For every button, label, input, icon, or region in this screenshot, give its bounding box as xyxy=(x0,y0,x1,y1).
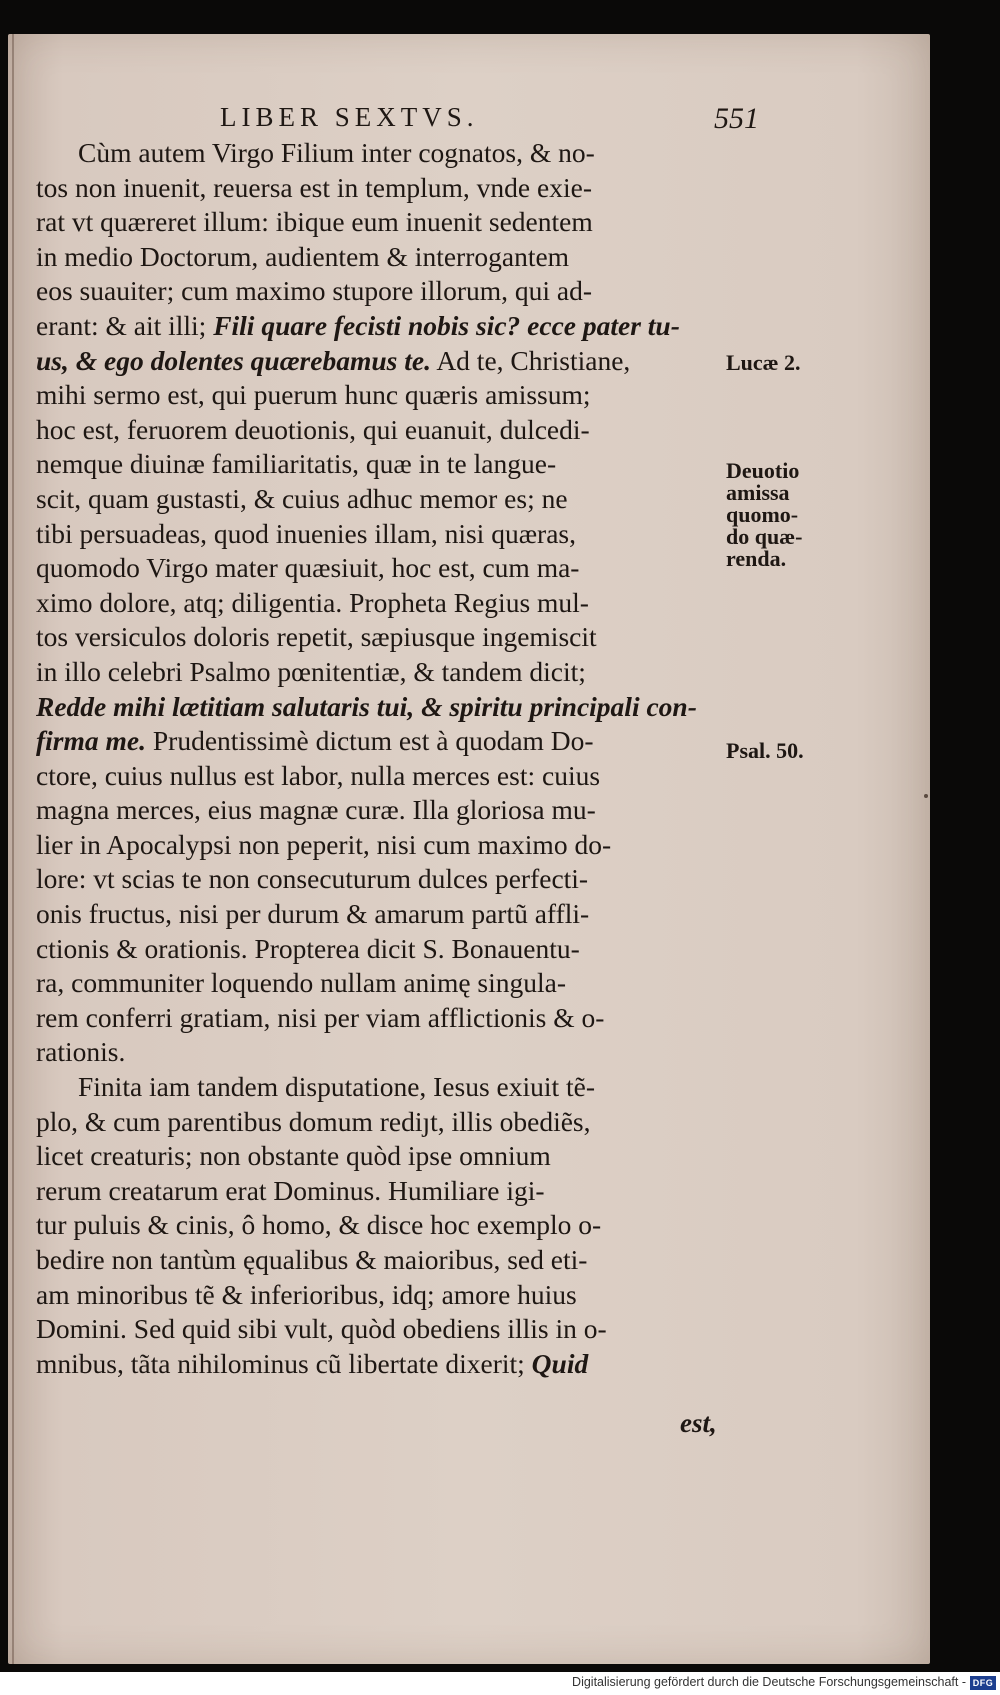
text-line: in medio Doctorum, audientem & interrogantem xyxy=(36,240,570,272)
text-line: rationis. xyxy=(36,1036,126,1068)
margin-note-luke xyxy=(726,352,801,374)
text-fragment: mnibus, tãta nihilominus cũ libertate dixerit; xyxy=(36,1347,525,1379)
page-number: 551 xyxy=(714,102,759,135)
text-line: ctionis & orationis. Propterea dicit S. Bonauentu- xyxy=(36,932,580,964)
text-line: hoc est, feruorem deuotionis, qui euanuit, dulcedi- xyxy=(36,413,590,445)
catchword: est, xyxy=(680,1408,717,1438)
text-line xyxy=(36,344,726,379)
text-line: rem conferri gratiam, nisi per viam afflictionis & o- xyxy=(36,1001,605,1033)
margin-note-line: amissa xyxy=(726,480,790,505)
margin-note-line: Deuotio xyxy=(726,458,800,483)
text-line: rerum creatarum erat Dominus. Humiliare igi- xyxy=(36,1174,545,1206)
text-line xyxy=(36,309,726,344)
italic-quote: Fili quare fecisti nobis sic? ecce pater tu- xyxy=(213,309,680,341)
text-line: tur puluis & cinis, ô homo, & disce hoc exemplo o- xyxy=(36,1209,602,1241)
text-line: licet creaturis; non obstante quòd ipse omnium xyxy=(36,1140,551,1172)
text-line: bedire non tantùm ęqualibus & maioribus, sed eti- xyxy=(36,1244,588,1275)
text-line: Domini. Sed quid sibi vult, quòd obediens illis in o- xyxy=(36,1313,607,1345)
margin-note-line: Psal. 50. xyxy=(726,738,804,763)
footer-bar xyxy=(0,1672,1000,1695)
italic-quote: Redde mihi lætitiam salutaris tui, & spiritu principali con- xyxy=(36,690,697,722)
text-line: Cùm autem Virgo Filium inter cognatos, & no- xyxy=(78,137,595,168)
margin-note-psalm xyxy=(726,740,804,762)
text-line: plo, & cum parentibus domum rediȷt, illis obediẽs, xyxy=(36,1105,591,1137)
text-line: mihi sermo est, qui puerum hunc quæris amissum; xyxy=(36,379,591,411)
body-text xyxy=(36,136,726,1381)
funding-notice: Digitalisierung gefördert durch die Deutsche Forschungsgemeinschaft - xyxy=(572,1675,966,1689)
text-line: eos suauiter; cum maximo stupore illorum, qui ad- xyxy=(36,275,593,307)
text-line: quomodo Virgo mater quæsiuit, hoc est, cum ma- xyxy=(36,552,580,584)
text-line xyxy=(36,1347,726,1382)
text-line: am minoribus tẽ & inferioribus, idq; amore huius xyxy=(36,1278,577,1310)
italic-quote: Quid xyxy=(531,1347,589,1379)
italic-quote: firma me. xyxy=(36,725,146,757)
text-line: tos versiculos doloris repetit, sæpiusque ingemiscit xyxy=(36,621,597,653)
text-line: ximo dolore, atq; diligentia. Propheta Regius mul- xyxy=(36,586,589,618)
text-fragment: erant: & ait illi; xyxy=(36,309,207,341)
text-line: tos non inuenit, reuersa est in templum, vnde exie- xyxy=(36,171,592,203)
dfg-logo-icon: DFG xyxy=(970,1676,996,1690)
margin-note-line: renda. xyxy=(726,546,787,571)
text-fragment: Ad te, Christiane, xyxy=(436,344,631,376)
text-line: lier in Apocalypsi non peperit, nisi cum maximo do- xyxy=(36,828,612,860)
text-fragment: Prudentissimè dictum est à quodam Do- xyxy=(152,725,594,757)
margin-note-line: quomo- xyxy=(726,502,799,527)
margin-note-line: do quæ- xyxy=(726,524,803,549)
text-line: in illo celebri Psalmo pœnitentiæ, & tandem dicit; xyxy=(36,655,586,687)
page-edge-mark xyxy=(924,794,928,798)
text-line: nemque diuinæ familiaritatis, quæ in te langue- xyxy=(36,448,557,480)
text-line: ctore, cuius nullus est labor, nulla merces est: cuius xyxy=(36,759,601,791)
text-line: magna merces, eius magnæ curæ. Illa gloriosa mu- xyxy=(36,794,596,826)
italic-quote: us, & ego dolentes quærebamus te. xyxy=(36,344,431,376)
spine-shadow xyxy=(12,34,14,1664)
margin-note-line: Lucæ 2. xyxy=(726,350,801,375)
margin-note-devotion xyxy=(726,460,802,570)
text-line xyxy=(36,690,726,725)
book-page xyxy=(8,34,930,1664)
text-line: tibi persuadeas, quod inuenies illam, nisi quæras, xyxy=(36,517,576,549)
text-line: ra, communiter loquendo nullam animę singula- xyxy=(36,967,567,999)
text-line: Finita iam tandem disputatione, Iesus exiuit tẽ- xyxy=(78,1071,596,1103)
text-line: scit, quam gustasti, & cuius adhuc memor es; ne xyxy=(36,482,568,514)
text-line: rat vt quæreret illum: ibique eum inuenit sedentem xyxy=(36,206,593,238)
text-line xyxy=(36,724,726,759)
text-line: lore: vt scias te non consecuturum dulces perfecti- xyxy=(36,863,589,895)
text-line: onis fructus, nisi per durum & amarum partũ affli- xyxy=(36,898,590,930)
running-head: LIBER SEXTVS. xyxy=(220,102,479,132)
